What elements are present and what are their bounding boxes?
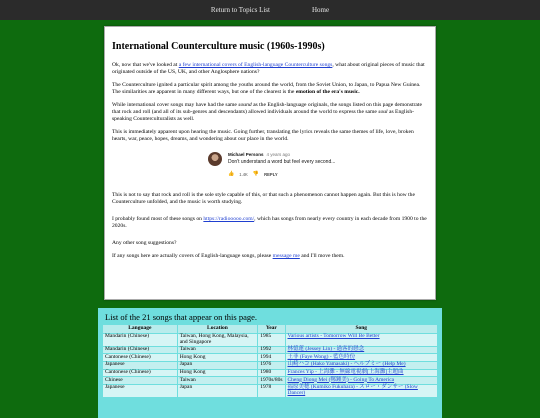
comment-author: Michael Persons: [228, 152, 264, 157]
return-to-topics-link[interactable]: Return to Topics List: [210, 6, 270, 14]
youtube-comment-image: [198, 149, 348, 183]
soul-text-b: as the English-language originals, the songs listed on this page demonstrate that rock and roll (and all of its sub-genres and descendants) allowed individuals around the world to express the same: [112, 102, 422, 115]
table-row: [103, 369, 438, 377]
top-nav-bar: [0, 0, 540, 20]
song-link[interactable]: 福原美穂 (Kumiko Fukuhara) - スロー・ダンサー (Slow Dancer): [287, 384, 418, 396]
column-header-year: Year: [258, 325, 285, 334]
intro-text-b: , what about original pieces of music that originated outside of the US, UK, and other Anglosphere nations?: [112, 62, 425, 75]
commenter-avatar: [208, 152, 222, 166]
themes-paragraph: This is immediately apparent upon hearing the music. Going further, translating the lyrics reveals the same themes of life, love, broken hearts, war, peace, hopes, dreams, and wondering about our place in the world.: [112, 129, 414, 142]
covers-note-paragraph: [112, 253, 428, 260]
song-link[interactable]: 王菲 (Faye Wong) - 藍色時份: [287, 353, 356, 360]
table-header-row: [103, 325, 438, 334]
cell-year: 1992: [258, 346, 285, 354]
song-list-heading: List of the 21 songs that appear on this page.: [105, 312, 258, 322]
cell-location: Hong Kong: [177, 369, 258, 377]
covers-note-text-b: and I'll move them.: [299, 253, 345, 259]
suggestions-paragraph: Any other song suggestions?: [112, 240, 177, 246]
table-row: [103, 361, 438, 369]
spirit-bold-text: emotion of the era's music.: [295, 89, 360, 95]
comment-time: 4 years ago: [266, 152, 291, 157]
comment-reply: REPLY: [264, 172, 278, 177]
cell-song: [285, 333, 438, 346]
cell-year: 1985: [258, 333, 285, 346]
table-row: [103, 346, 438, 354]
song-link[interactable]: Frances Yip - 上海灘 - 無線電視劇[上海灘]主題曲: [287, 369, 404, 376]
cell-year: 1994: [258, 354, 285, 362]
cell-song: [285, 346, 438, 354]
cell-language: Japanese: [103, 361, 178, 369]
soul-paragraph: [112, 102, 428, 123]
column-header-location: Location: [177, 325, 258, 334]
source-paragraph: [112, 216, 428, 230]
cell-language: Cantonese (Chinese): [103, 369, 178, 377]
cell-year: 1980: [258, 369, 285, 377]
soul-italic-sound: sound: [238, 102, 252, 108]
song-list-section: [98, 308, 442, 418]
cell-language: Japanese: [103, 384, 178, 397]
statement-paragraph: This is not to say that rock and roll is the sole style capable of this, or that such a phenomenon cannot happen again. But this is how the Counterculture unfolded, and the music is worth studying.: [112, 192, 415, 205]
cell-year: 1978: [258, 384, 285, 397]
comment-likes: 1.4K: [239, 172, 248, 177]
song-link[interactable]: Various artists - Tomorrow Will Be Better: [287, 333, 380, 340]
soul-italic-soul: soul: [378, 109, 388, 115]
column-header-language: Language: [103, 325, 178, 334]
thumbs-down-icon: 👎: [252, 171, 260, 177]
cell-location: Hong Kong: [177, 354, 258, 362]
source-text-a: I probably found most of these songs on: [112, 216, 204, 222]
song-link[interactable]: Cheng Diong Mei (鄭鍾美) - Going To America: [287, 376, 395, 383]
cell-location: Taiwan, Hong Kong, Malaysia, and Singapore: [177, 333, 258, 346]
source-text-b: , which has songs from nearly every country in each decade from 1900 to the 2020s.: [112, 216, 427, 229]
thumbs-up-icon: 👍: [228, 171, 235, 177]
spirit-paragraph: [112, 82, 428, 96]
cell-location: Taiwan: [177, 346, 258, 354]
covers-link[interactable]: a few international covers of English-language Counterculture songs: [178, 62, 333, 68]
cell-language: Chinese: [103, 377, 178, 385]
cell-song: [285, 384, 438, 397]
cell-language: Cantonese (Chinese): [103, 354, 178, 362]
cell-year: 1970s/80s: [258, 377, 285, 385]
message-me-link[interactable]: message me: [272, 253, 300, 259]
cell-language: Mandarin (Chinese): [103, 346, 178, 354]
comment-text: Don't understand a word but feel every second...: [228, 159, 336, 165]
intro-text-a: Ok, now that we've looked at: [112, 62, 179, 68]
cell-song: [285, 369, 438, 377]
covers-note-text-a: If any songs here are actually covers of English-language songs, please: [112, 253, 273, 259]
cell-year: 1976: [258, 361, 285, 369]
song-link[interactable]: 林憶蓮 (Jessey Lin) - 過客的戀念: [287, 346, 365, 353]
spirit-text: The Counterculture ignited a particular spirit among the youths around the world, from the Soviet Union, to Japan, to Papua New Guinea. The similarities are apparent in many different ways, but one of the clearest is the: [112, 82, 421, 95]
comment-header: [228, 151, 290, 158]
song-link[interactable]: 山崎ハコ (Hako Yamasaki) - ヘルプミー (Help Me): [287, 361, 406, 368]
page-title: International Counterculture music (1960s-1990s): [112, 41, 325, 52]
radiooooo-link[interactable]: https://radiooooo.com/: [203, 216, 255, 222]
cell-location: Japan: [177, 384, 258, 397]
cell-language: Mandarin (Chinese): [103, 333, 178, 346]
cell-location: Taiwan: [177, 377, 258, 385]
soul-text-c: as English-speaking Counterculturalists as well.: [112, 109, 415, 122]
table-row: [103, 333, 438, 346]
cell-song: [285, 361, 438, 369]
table-row: [103, 384, 438, 397]
songs-table: [102, 324, 438, 398]
intro-paragraph: [112, 62, 428, 76]
column-header-song: Song: [285, 325, 438, 334]
comment-actions: [228, 171, 278, 178]
soul-text-a: While international cover songs may have had the same: [112, 102, 239, 108]
article-card: [104, 26, 436, 300]
home-link[interactable]: Home: [311, 6, 330, 14]
cell-location: Japan: [177, 361, 258, 369]
